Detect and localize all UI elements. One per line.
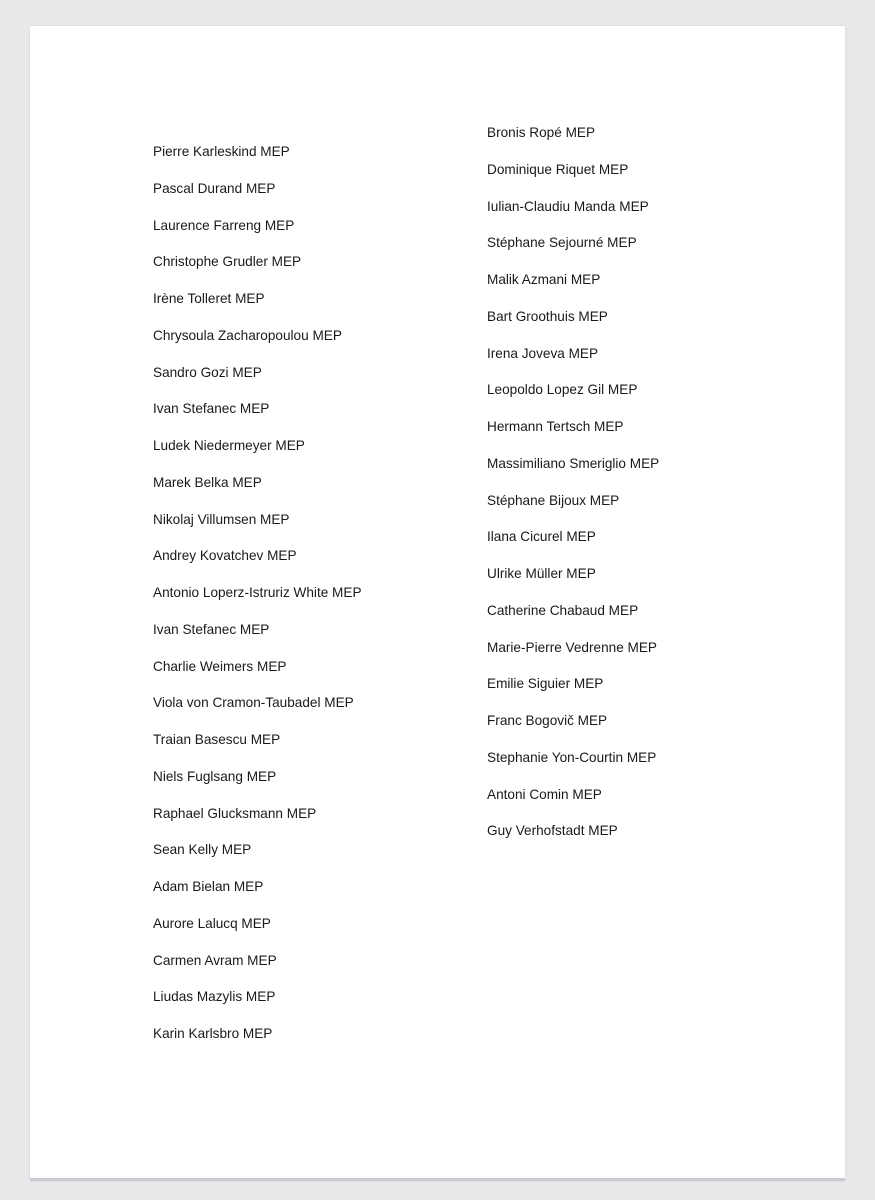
signatory-name: Iulian-Claudiu Manda MEP xyxy=(487,198,649,214)
signatory-name: Hermann Tertsch MEP xyxy=(487,419,624,434)
signatory-name: Chrysoula Zacharopoulou MEP xyxy=(153,327,342,343)
signatory-name: Pascal Durand MEP xyxy=(153,180,276,196)
signatory-name: Stéphane Sejourné MEP xyxy=(487,235,637,251)
signatory-name: Raphael Glucksmann MEP xyxy=(153,805,317,821)
signatory-name: Leopoldo Lopez Gil MEP xyxy=(487,382,638,398)
signatory-name: Carmen Avram MEP xyxy=(153,952,277,968)
signatory-name: Irène Tolleret MEP xyxy=(153,291,265,306)
signatory-name: Emilie Siguier MEP xyxy=(487,676,604,692)
signatory-name: Ivan Stefanec MEP xyxy=(153,621,270,637)
signatory-name: Andrey Kovatchev MEP xyxy=(153,548,297,564)
signatory-name: Malik Azmani MEP xyxy=(487,272,601,287)
signatory-name: Nikolaj Villumsen MEP xyxy=(153,511,290,527)
signatory-name: Adam Bielan MEP xyxy=(153,879,264,894)
signatory-name: Guy Verhofstadt MEP xyxy=(487,823,618,839)
signatory-name: Ludek Niedermeyer MEP xyxy=(153,438,305,453)
signatory-name: Stéphane Bijoux MEP xyxy=(487,492,620,508)
signatory-name: Niels Fuglsang MEP xyxy=(153,768,277,784)
signatory-name: Marek Belka MEP xyxy=(153,474,262,490)
signatory-name: Massimiliano Smeriglio MEP xyxy=(487,455,660,471)
signatory-name: Traian Basescu MEP xyxy=(153,732,281,747)
signatory-name: Charlie Weimers MEP xyxy=(153,658,287,674)
signatory-name: Bart Groothuis MEP xyxy=(487,308,608,324)
signatory-name: Karin Karlsbro MEP xyxy=(153,1026,273,1041)
signatory-list-left xyxy=(153,142,362,1061)
signatory-name: Viola von Cramon-Taubadel MEP xyxy=(153,695,354,711)
signatory-name: Antonio Loperz-Istruriz White MEP xyxy=(153,585,362,600)
signatory-name: Christophe Grudler MEP xyxy=(153,254,302,270)
signatory-list-right xyxy=(487,123,659,858)
signatory-name: Franc Bogovič MEP xyxy=(487,713,608,728)
signatory-name: Dominique Riquet MEP xyxy=(487,161,629,177)
signatory-name: Ulrike Müller MEP xyxy=(487,566,596,581)
signatory-name: Ilana Cicurel MEP xyxy=(487,529,596,545)
signatory-name: Catherine Chabaud MEP xyxy=(487,602,639,618)
document-page xyxy=(30,26,845,1181)
signatory-name: Bronis Ropé MEP xyxy=(487,125,596,140)
signatory-name: Marie-Pierre Vedrenne MEP xyxy=(487,639,657,655)
signatory-name: Irena Joveva MEP xyxy=(487,345,599,361)
signatory-name: Laurence Farreng MEP xyxy=(153,217,295,233)
signatory-name: Aurore Lalucq MEP xyxy=(153,915,271,931)
signatory-name: Ivan Stefanec MEP xyxy=(153,401,270,417)
signatory-name: Sean Kelly MEP xyxy=(153,842,252,858)
signatory-name: Pierre Karleskind MEP xyxy=(153,144,290,159)
signatory-name: Antoni Comin MEP xyxy=(487,786,602,802)
signatory-name: Liudas Mazylis MEP xyxy=(153,989,276,1005)
signatory-name: Stephanie Yon-Courtin MEP xyxy=(487,749,657,765)
signatory-name: Sandro Gozi MEP xyxy=(153,364,262,380)
